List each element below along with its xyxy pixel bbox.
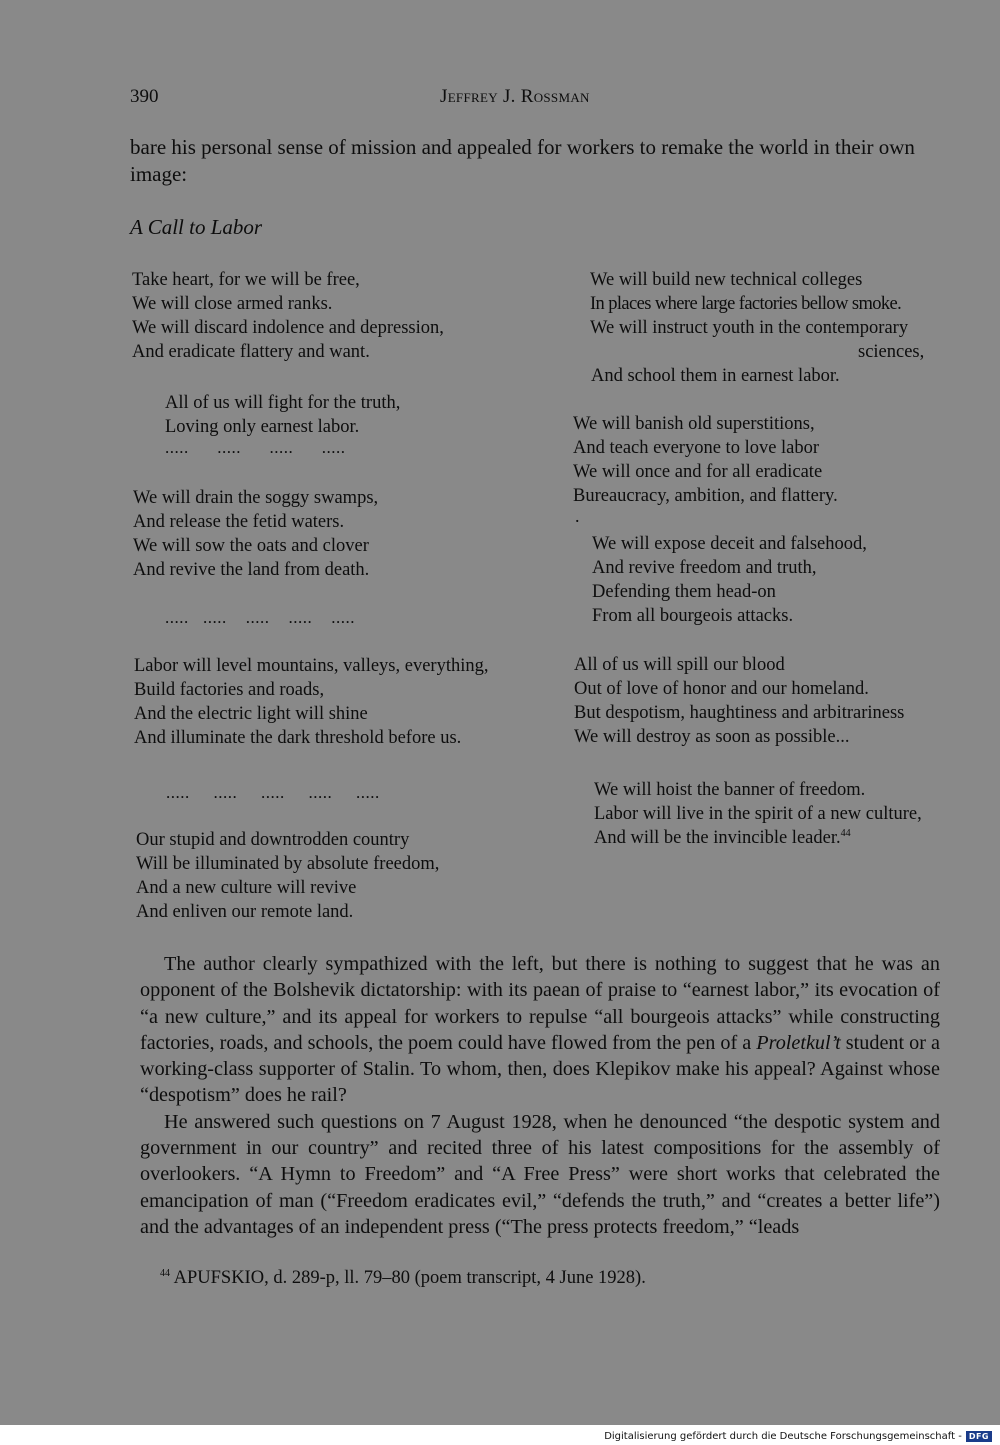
footer-text: Digitalisierung gefördert durch die Deutsche Forschungsgemeinschaft - xyxy=(604,1431,962,1442)
poem-right-stanza-4 xyxy=(574,653,904,749)
poem-line: And enliven our remote land. xyxy=(136,902,354,922)
poem-left-stanza-3 xyxy=(133,486,378,582)
poem-line-last xyxy=(594,826,922,850)
poem-line: Take heart, for we will be free, xyxy=(132,270,360,290)
poem-line: Will be illuminated by absolute freedom, xyxy=(136,854,440,874)
poem-line: Build factories and roads, xyxy=(134,680,325,700)
intro-paragraph: bare his personal sense of mission and appealed for workers to remake the world in their own image: xyxy=(130,135,915,186)
poem-line-text: And will be the invincible leader. xyxy=(594,828,841,848)
poem-line: We will instruct youth in the contemporary xyxy=(590,318,909,338)
poem-line: All of us will spill our blood xyxy=(574,655,785,675)
running-head-author: Jeffrey J. Rossman xyxy=(440,86,590,107)
poem-line: We will expose deceit and falsehood, xyxy=(592,534,867,554)
poem-left-stanza-1 xyxy=(132,268,444,364)
poem-right-stanza-2 xyxy=(573,412,838,508)
poem-left-stanza-4 xyxy=(134,654,489,750)
poem-line: We will destroy as soon as possible... xyxy=(574,727,850,747)
footnote xyxy=(160,1268,646,1289)
poem-line: And revive the land from death. xyxy=(133,560,370,580)
poem-line: And a new culture will revive xyxy=(136,878,357,898)
dfg-logo: DFG xyxy=(966,1431,992,1442)
poem-line: Our stupid and downtrodden country xyxy=(136,830,410,850)
poem-line: We will build new technical colleges xyxy=(590,270,863,290)
body-paragraph-2: He answered such questions on 7 August 1928, when he denounced “the despotic system and government in our country” and recited three of his latest compositions for the assembly of overlookers. “A Hymn to Freedom” and “A Free Press” were short works that celebrated the emancipation of man (“Freedom eradicates evil,” “defends the truth,” and “creates a better life”) and the advantages of an independent press (“The press protects freedom,” “leads xyxy=(140,1110,940,1238)
poem-title: A Call to Labor xyxy=(130,215,263,239)
body-text xyxy=(140,951,940,1240)
paragraph-text: student or a working-class supporter of Stalin. To whom, then, does Klepikov make his appeal? Against whose “despotism” does he rail? xyxy=(140,1031,941,1107)
page-number: 390 xyxy=(130,86,159,107)
poem-line: And revive freedom and truth, xyxy=(592,558,817,578)
poem-line: We will once and for all eradicate xyxy=(573,462,823,482)
poem-line: We will sow the oats and clover xyxy=(133,536,369,556)
poem-line: We will hoist the banner of freedom. xyxy=(594,780,866,800)
poem-line-continuation: sciences, xyxy=(858,342,925,362)
stray-mark: . xyxy=(575,506,580,526)
poem-line: Out of love of honor and our homeland. xyxy=(574,679,869,699)
digitization-footer xyxy=(604,1431,992,1442)
poem-line: We will banish old superstitions, xyxy=(573,414,815,434)
poem-line: And teach everyone to love labor xyxy=(573,438,820,458)
paragraph-text: The author clearly sympathized with the left, but there is nothing to suggest that he was an opponent of the Bolshevik dictatorship: with its paean of praise to “earnest labor,” its evocation of “a new culture,” and its appeal for workers to repulse “all bourgeois attacks” while constructing factories, roads, and schools, the poem could have flowed from the pen of a xyxy=(140,953,940,1054)
footnote-text: APUFSKIO, d. 289-p, ll. 79–80 (poem transcript, 4 June 1928). xyxy=(170,1268,646,1288)
poem-left-stanza-5 xyxy=(136,828,439,924)
poem-line: In places where large factories bellow smoke. xyxy=(590,294,902,314)
poem-right-stanza-1 xyxy=(590,268,908,340)
poem-line: And the electric light will shine xyxy=(134,704,368,724)
poem-right-stanza-5 xyxy=(594,778,922,850)
poem-left-stanza-2 xyxy=(165,391,400,439)
footnote-number: 44 xyxy=(160,1267,170,1279)
poem-line: We will drain the soggy swamps, xyxy=(133,488,379,508)
ellipsis-row: ..... ..... ..... ..... ..... xyxy=(166,783,380,802)
poem-line: Defending them head-on xyxy=(592,582,776,602)
poem-line: Loving only earnest labor. xyxy=(165,417,360,437)
poem-line: And school them in earnest labor. xyxy=(591,366,840,386)
poem-line: Labor will live in the spirit of a new culture, xyxy=(594,804,922,824)
ellipsis-row: ..... ..... ..... ..... xyxy=(165,438,346,457)
ellipsis-row: ..... ..... ..... ..... ..... xyxy=(165,608,355,627)
poem-right-stanza-3 xyxy=(592,532,867,628)
poem-line: But despotism, haughtiness and arbitrariness xyxy=(574,703,905,723)
poem-line: Labor will level mountains, valleys, everything, xyxy=(134,656,489,676)
poem-line: Bureaucracy, ambition, and flattery. xyxy=(573,486,838,506)
poem-line: And eradicate flattery and want. xyxy=(132,342,370,362)
poem-line: And illuminate the dark threshold before us. xyxy=(134,728,462,748)
poem-line: From all bourgeois attacks. xyxy=(592,606,794,626)
italic-term: Proletkul’t xyxy=(756,1031,841,1054)
footnote-ref: 44 xyxy=(840,827,851,839)
poem-line: All of us will fight for the truth, xyxy=(165,393,401,413)
poem-line: We will discard indolence and depression, xyxy=(132,318,444,338)
body-paragraph-1 xyxy=(140,951,940,1109)
poem-line: We will close armed ranks. xyxy=(132,294,333,314)
poem-line: And release the fetid waters. xyxy=(133,512,345,532)
